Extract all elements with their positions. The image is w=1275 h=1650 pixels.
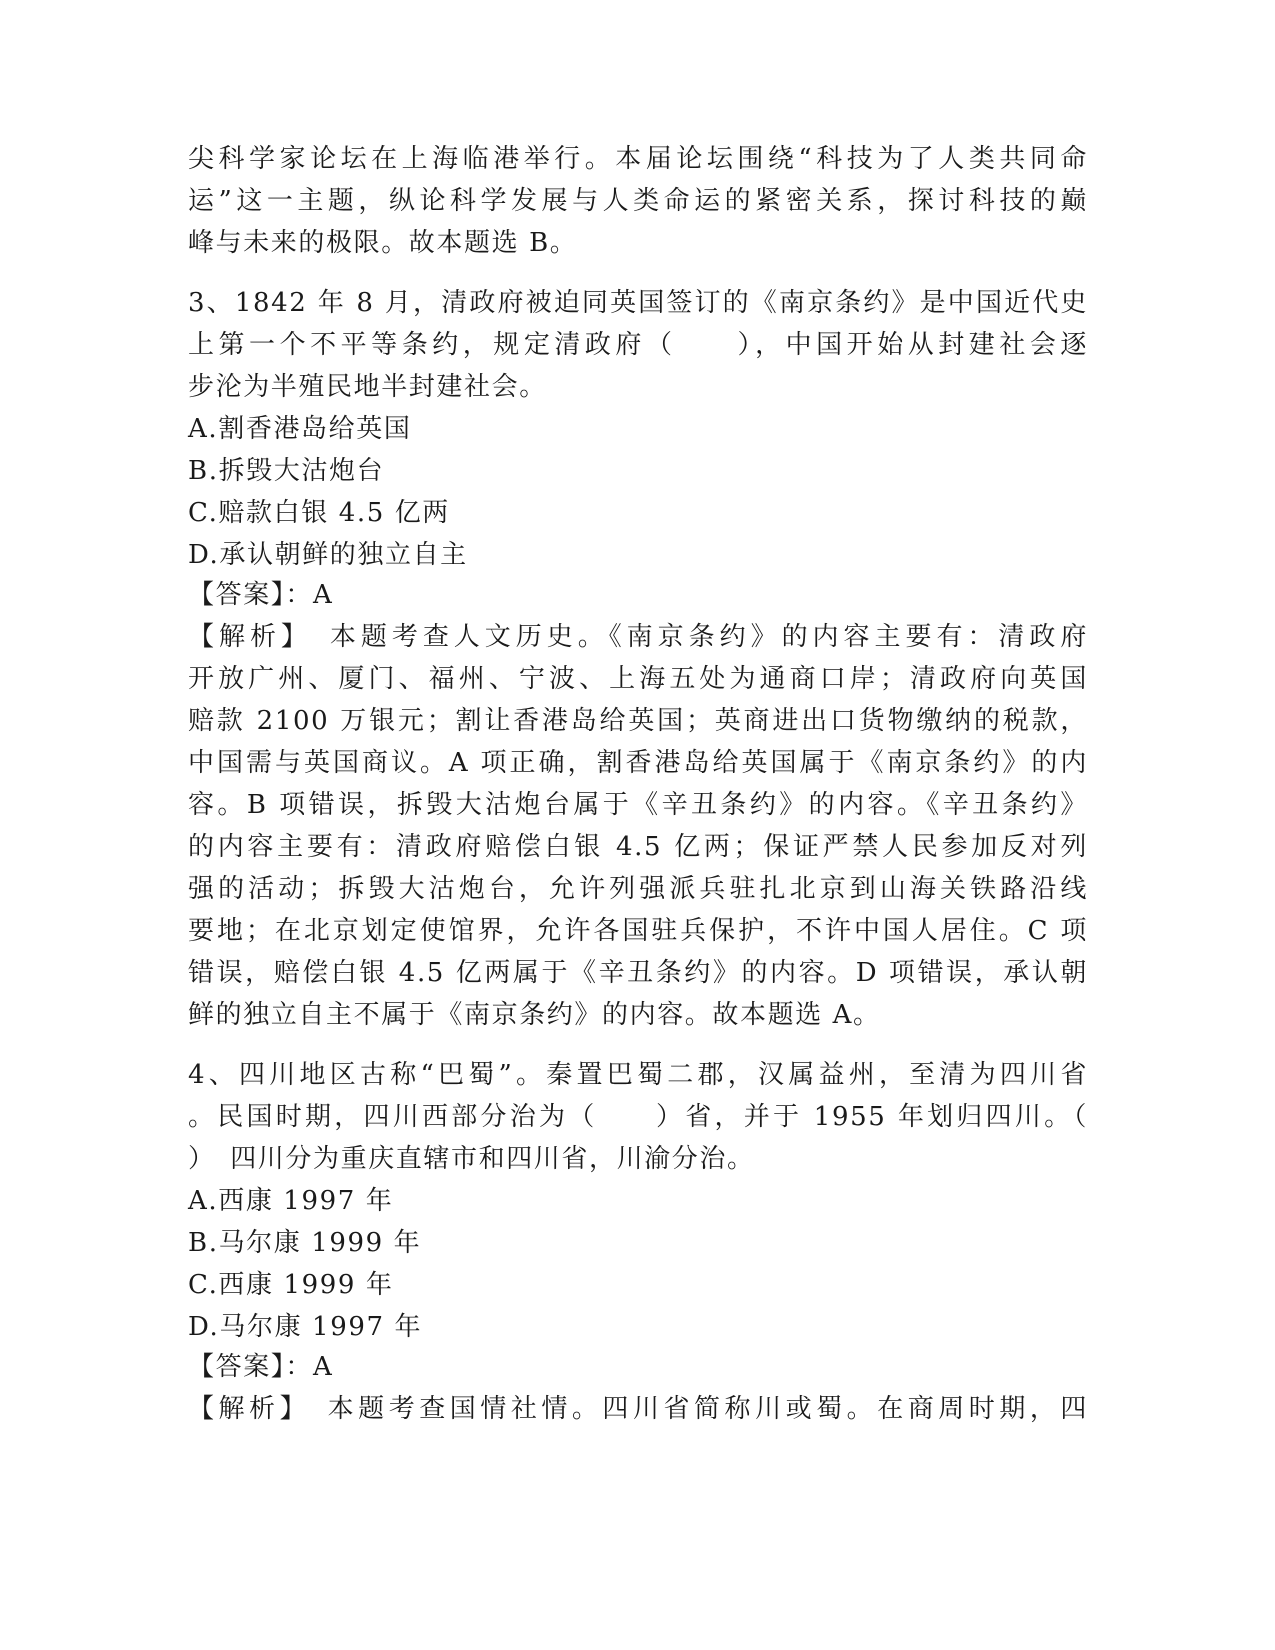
q2-explanation-line: 尖科学家论坛在上海临港举行。本届论坛围绕“科技为了人类共同命 (188, 144, 1088, 174)
q3-analysis-line: 强的活动；拆毁大沽炮台，允许列强派兵驻扎北京到山海关铁路沿线 (188, 874, 1088, 904)
q3-stem-line: 步沦为半殖民地半封建社会。 (188, 372, 547, 402)
q3-answer: 【答案】：A (188, 580, 334, 610)
q4-option-c: C.西康 1999 年 (188, 1270, 394, 1300)
q3-analysis-line: 开放广州、厦门、福州、宁波、上海五处为通商口岸；清政府向英国 (188, 664, 1088, 694)
q2-explanation-line: 峰与未来的极限。故本题选 B。 (188, 228, 578, 258)
q3-analysis-line: 要地；在北京划定使馆界，允许各国驻兵保护，不许中国人居住。C 项 (188, 916, 1088, 946)
q4-analysis-line: 【解析】 本题考查国情社情。四川省简称川或蜀。在商周时期，四 (188, 1394, 1088, 1424)
q4-option-a: A.西康 1997 年 (188, 1186, 394, 1216)
q3-analysis-line: 【解析】 本题考查人文历史。《南京条约》的内容主要有：清政府 (188, 622, 1088, 652)
q3-analysis-line: 中国需与英国商议。A 项正确，割香港岛给英国属于《南京条约》的内 (188, 748, 1088, 778)
q4-stem-line: 4、四川地区古称“巴蜀”。秦置巴蜀二郡，汉属益州，至清为四川省 (188, 1060, 1088, 1090)
q3-option-b: B.拆毁大沽炮台 (188, 456, 385, 486)
q3-stem-line: 3、1842 年 8 月，清政府被迫同英国签订的《南京条约》是中国近代史 (188, 288, 1088, 318)
q3-analysis-line: 鲜的独立自主不属于《南京条约》的内容。故本题选 A。 (188, 1000, 881, 1030)
q3-analysis-line: 容。B 项错误，拆毁大沽炮台属于《辛丑条约》的内容。《辛丑条约》 (188, 790, 1088, 820)
q4-answer: 【答案】：A (188, 1352, 334, 1382)
q3-analysis-line: 错误，赔偿白银 4.5 亿两属于《辛丑条约》的内容。D 项错误，承认朝 (188, 958, 1088, 988)
q3-option-c: C.赔款白银 4.5 亿两 (188, 498, 450, 528)
q3-option-a: A.割香港岛给英国 (188, 414, 412, 444)
q3-option-d: D.承认朝鲜的独立自主 (188, 540, 468, 570)
q4-option-b: B.马尔康 1999 年 (188, 1228, 422, 1258)
q4-stem-line: ） 四川分为重庆直辖市和四川省，川渝分治。 (188, 1144, 755, 1174)
q2-explanation-line: 运”这一主题，纵论科学发展与人类命运的紧密关系，探讨科技的巅 (188, 186, 1088, 216)
q3-analysis-line: 赔款 2100 万银元；割让香港岛给英国；英商进出口货物缴纳的税款， (188, 706, 1088, 736)
q3-stem-line: 上第一个不平等条约，规定清政府（ ），中国开始从封建社会逐 (188, 330, 1088, 360)
q3-analysis-line: 的内容主要有：清政府赔偿白银 4.5 亿两；保证严禁人民参加反对列 (188, 832, 1088, 862)
q4-stem-line: 。民国时期，四川西部分治为（ ）省，并于 1955 年划归四川。（ (188, 1102, 1088, 1132)
q4-option-d: D.马尔康 1997 年 (188, 1312, 423, 1342)
